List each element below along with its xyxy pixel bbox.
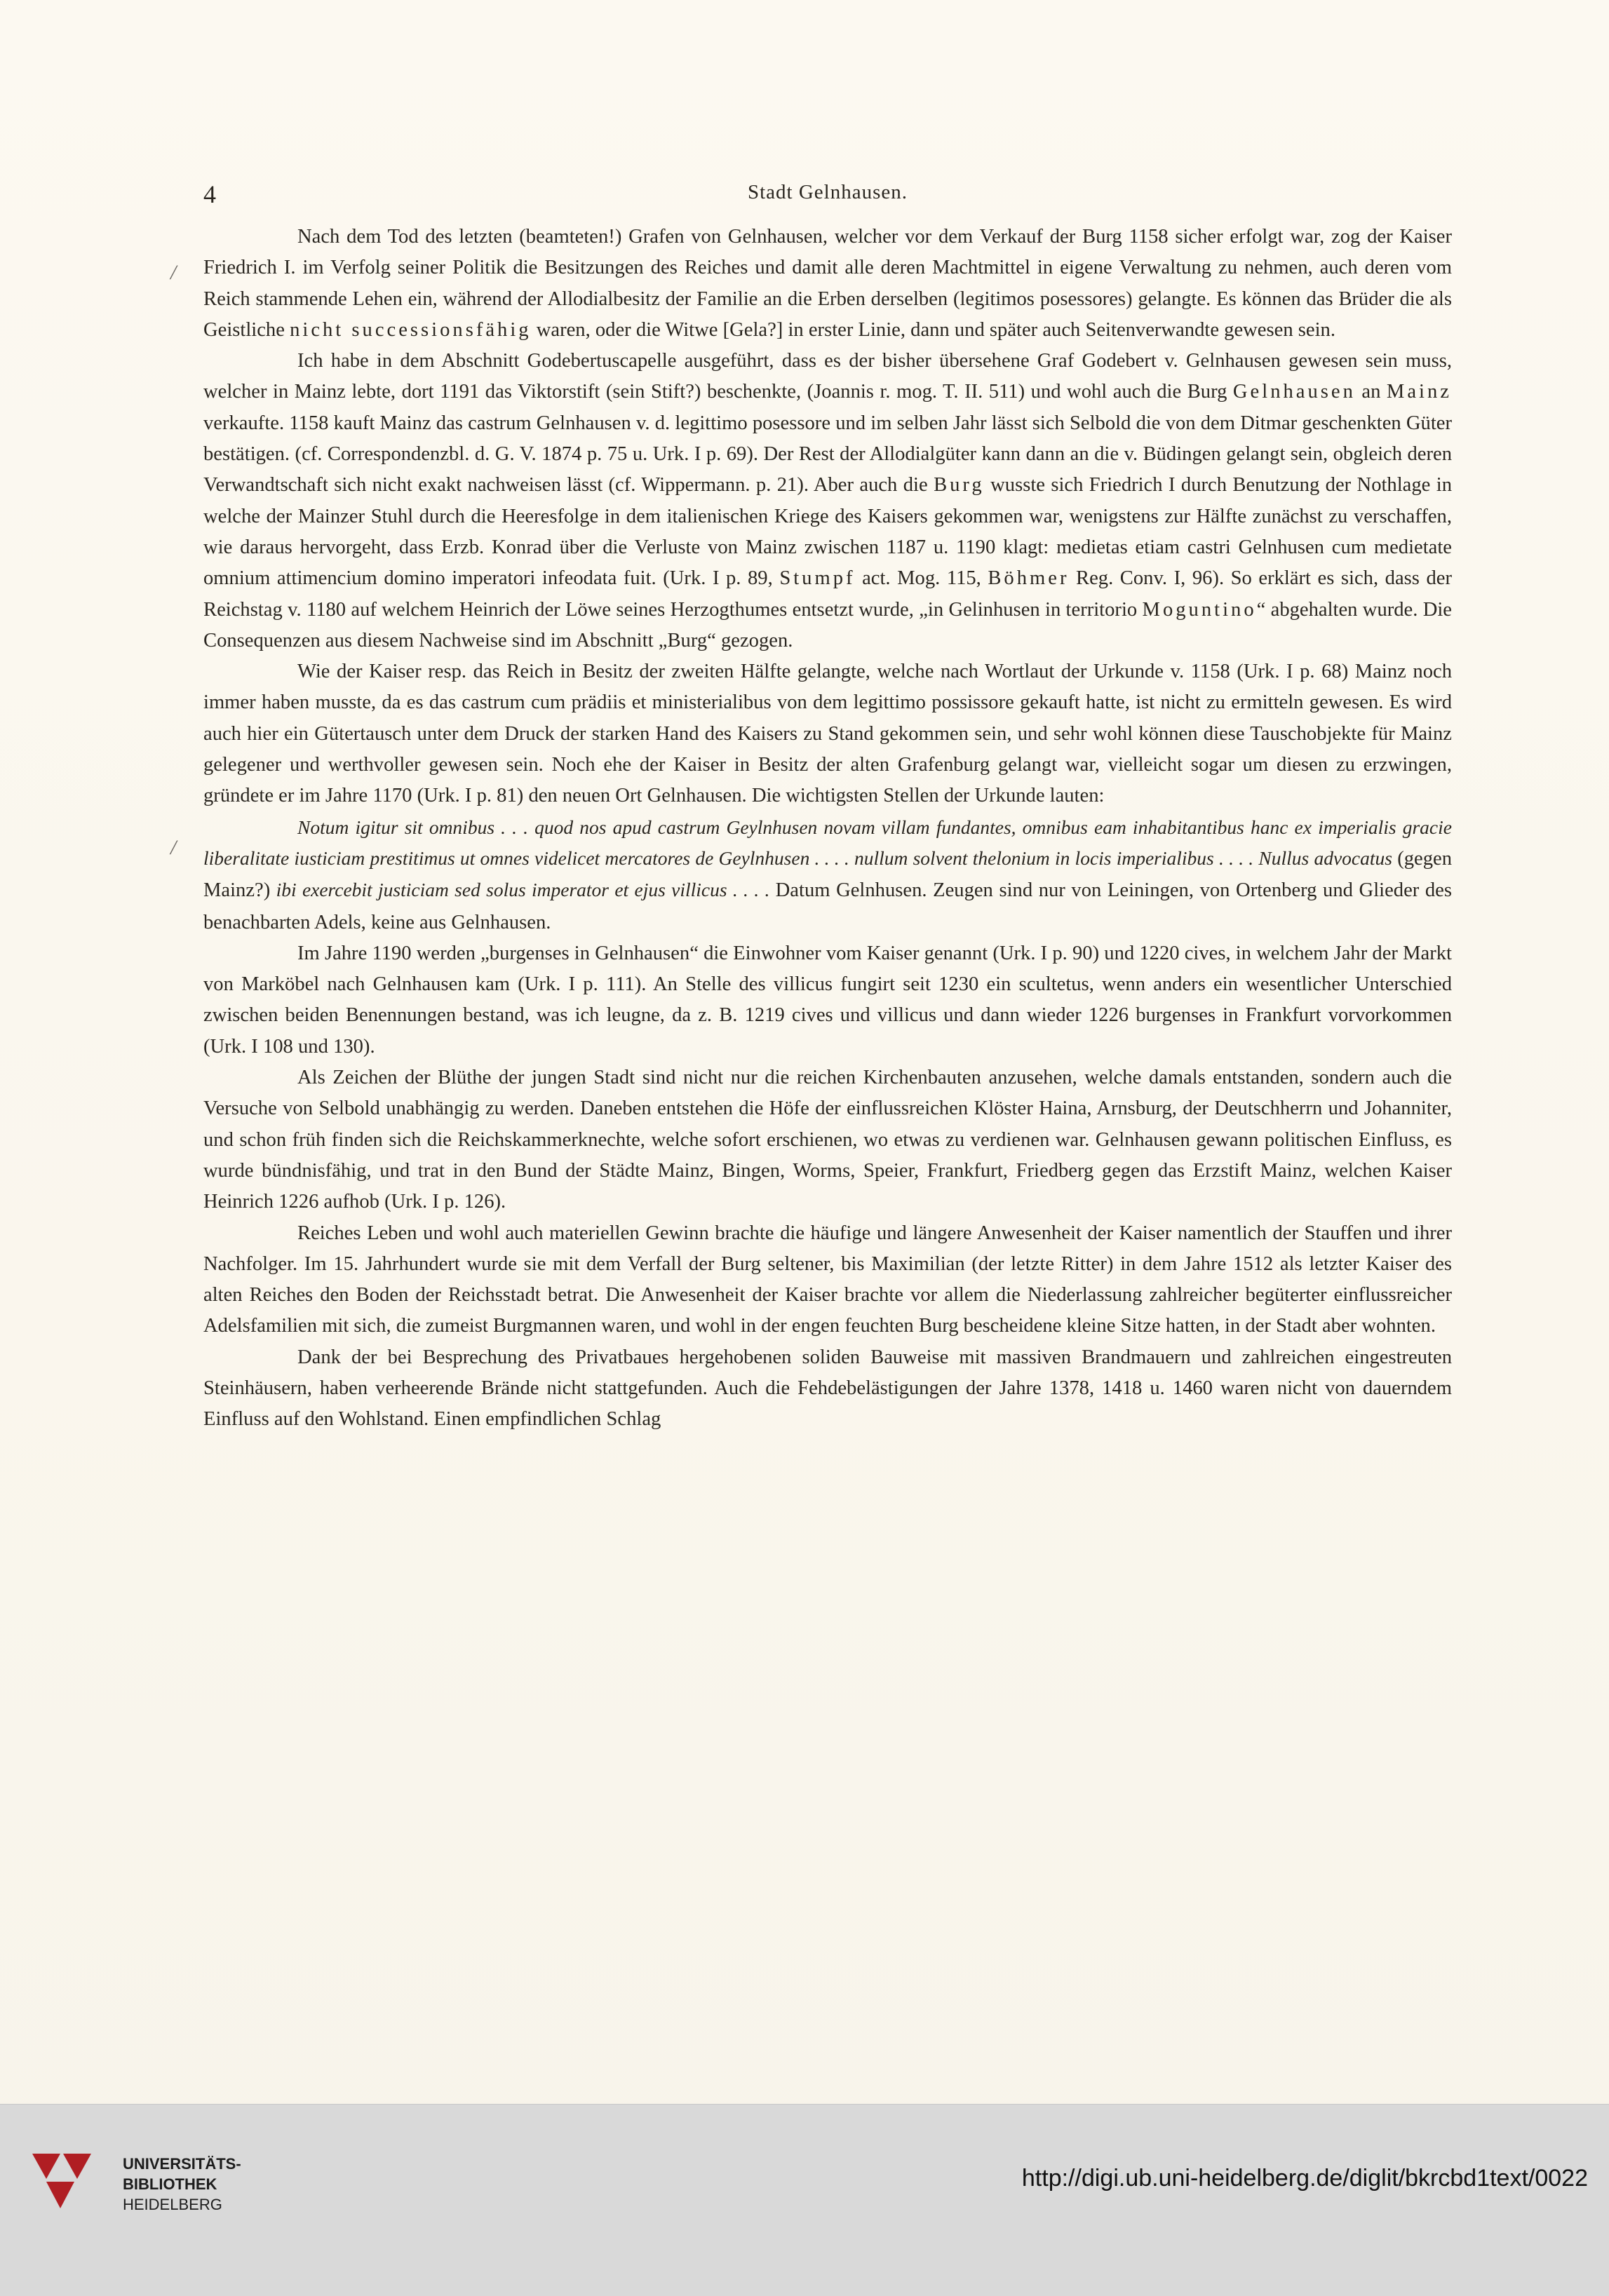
page-number: 4 xyxy=(203,180,216,208)
university-logo-icon xyxy=(27,2151,94,2211)
spaced-text: Mainz xyxy=(1386,381,1452,403)
paragraph-3: Wie der Kaiser resp. das Reich in Besitz der zweiten Hälfte gelangte, welche nach Wortlaut der Urkunde v. 1158 (Urk. I p. 68) Mainz noch immer haben musste, da es das castrum cum prädiis et ministerialibus von dem legittimo possissore gekauft hatte, ist nicht zu ermitteln gewesen. Es wird auch hier ein Gütertausch unter dem Druck der starken Hand des Kaisers zu Stand gekommen sein, und sehr wohl können diese Tauschobjekte für Mainz gelegener und werthvoller gewesen sein. Noch ehe der Kaiser in Besitz der alten Grafenburg gelangt war, vielleicht sogar um diesen zu erzwingen, gründete er im Jahre 1170 (Urk. I p. 81) den neuen Ort Gelnhausen. Die wichtigsten Stellen der Urkunde lauten: xyxy=(203,661,1452,807)
paragraph-5: Im Jahre 1190 werden „burgenses in Gelnhausen“ die Einwohner vom Kaiser genannt (Urk. I p. 90) und 1220 cives, in welchem Jahr der Markt von Marköbel nach Gelnhausen kam (Urk. I p. 111). An Stelle des villicus fungirt seit 1230 ein scultetus, wenn anders ein wesentlicher Unterschied zwischen beiden Benennungen bestand, was ich leugne, da z. B. 1219 cives und villicus und dann wieder 1226 burgenses in Frankfurt vorvorkommen (Urk. I 108 und 130). xyxy=(203,942,1452,1058)
spaced-text: Moguntino xyxy=(1142,598,1257,621)
paragraph-7: Reiches Leben und wohl auch materiellen Gewinn brachte die häufige und längere Anwesenheit der Kaiser namentlich der Stauffen und ihrer Nachfolger. Im 15. Jahrhundert wurde sie mit dem Verfall der Burg seltener, bis Maximilian (der letzte Ritter) in dem Jahre 1512 als letzter Kaiser des alten Reiches den Boden der Reichsstadt betrat. Die Anwesenheit der Kaiser brachte vor allem die Niederlassung zahlreicher begüterter einflussreicher Adelsfamilien mit sich, die zumeist Burgmannen waren, und wohl in der engen feuchten Burg bescheidene kleine Sitze hatten, in der Stadt aber wohnten. xyxy=(203,1222,1452,1337)
library-line-3: HEIDELBERG xyxy=(123,2196,222,2213)
library-line-1: UNIVERSITÄTS- xyxy=(123,2155,241,2173)
library-line-2: BIBLIOTHEK xyxy=(123,2175,217,2193)
spaced-text: Stumpf xyxy=(779,567,856,590)
footer-bar xyxy=(0,2104,1609,2296)
margin-mark-2: / xyxy=(170,836,177,859)
margin-mark-1: / xyxy=(170,261,177,284)
spaced-text: nicht successionsfähig xyxy=(290,318,532,341)
running-title: Stadt Gelnhausen. xyxy=(747,181,908,203)
library-name xyxy=(123,2154,241,2215)
paragraph-quote: Notum igitur sit omnibus . . . quod nos apud castrum Geylnhusen novam villam fundantes, omnibus eam inhabitantibus hanc ex imperialis gracie liberalitate iusticiam prestitimus ut omnes videlicet mercatores de Geylnhusen . . . . nullum solvent thelonium in locis imperialibus . . . . Nullus advocatus (gegen Mainz?) ibi exercebit justiciam sed solus imperator et ejus villicus . . . . Datum Gelnhusen. Zeugen sind nur von Leiningen, von Ortenberg und Glieder des benachbarten Adels, keine aus Gelnhausen. xyxy=(203,816,1452,933)
spaced-text: Burg xyxy=(934,474,985,497)
spaced-text: Böhmer xyxy=(988,567,1070,590)
page-header xyxy=(203,180,1452,215)
paragraph-1: Nach dem Tod des letzten (beamteten!) Grafen von Gelnhausen, welcher vor dem Verkauf der Burg 1158 sicher erfolgt war, zog der Kaiser Friedrich I. im Verfolg seiner Politik die Besitzungen des Reiches und damit alle deren Machtmittel in eigene Verwaltung zu nehmen, auch deren vom Reich stammende Lehen ein, während der Allodialbesitz der Familie an die Erben derselben (legitimos posessores) gelangte. Es können das Brüder die als Geistliche nicht successionsfähig waren, oder die Witwe [Gela?] in erster Linie, dann und später auch Seitenverwandte gewesen sein. xyxy=(203,226,1452,341)
paragraph-6: Als Zeichen der Blüthe der jungen Stadt sind nicht nur die reichen Kirchenbauten anzusehen, welche damals entstanden, sondern auch die Versuche von Selbold unabhängig zu werden. Daneben entstehen die Höfe der einflussreichen Klöster Haina, Arnsburg, der Deutschherrn und Johanniter, und schon früh finden sich die Reichskammerknechte, welche sofort erschienen, wo etwas zu verdienen war. Gelnhausen gewann politischen Einfluss, es wurde bündnisfähig, und trat in den Bund der Städte Mainz, Bingen, Worms, Speier, Frankfurt, Friedberg gegen das Erzstift Mainz, welchen Kaiser Heinrich 1226 aufhob (Urk. I p. 126). xyxy=(203,1067,1452,1213)
body-text xyxy=(203,222,1452,1436)
paragraph-2: Ich habe in dem Abschnitt Godebertuscapelle ausgeführt, dass es der bisher übersehene Graf Godebert v. Gelnhausen gewesen sein muss, welcher in Mainz lebte, dort 1191 das Viktorstift (sein Stift?) beschenkte, (Joannis r. mog. T. II. 511) und wohl auch die Burg Gelnhausen an Mainz verkaufte. 1158 kauft Mainz das castrum Gelnhausen v. d. legittimo posessore und im selben Jahr lässt sich Selbold die von dem Ditmar geschenkten Güter bestätigen. (cf. Correspondenzbl. d. G. V. 1874 p. 75 u. Urk. I p. 69). Der Rest der Allodialgüter kann dann an die v. Büdingen gelangt sein, obgleich deren Verwandtschaft sich nicht exakt nachweisen lässt (cf. Wippermann. p. 21). Aber auch die Burg wusste sich Friedrich I durch Benutzung der Nothlage in welche der Mainzer Stuhl durch die Heeresfolge in dem italienischen Kriege des Kaisers gekommen war, wenigstens zur Hälfte zunächst zu verschaffen, wie daraus hervorgeht, dass Erzb. Konrad über die Verluste von Mainz zwischen 1187 u. 1190 klagt: medietas etiam castri Gelnhusen cum medietate omnium attimencium domino imperatori infeodata fuit. (Urk. I p. 89, Stumpf act. Mog. 115, Böhmer Reg. Conv. I, 96). So erklärt es sich, dass der Reichstag v. 1180 auf welchem Heinrich der Löwe seines Herzogthumes entsetzt wurde, „in Gelinhusen in territorio Moguntino“ abgehalten wurde. Die Consequenzen aus diesem Nachweise sind im Abschnitt „Burg“ gezogen. xyxy=(203,350,1452,651)
spaced-text: Gelnhausen xyxy=(1232,381,1356,403)
paragraph-8: Dank der bei Besprechung des Privatbaues hergehobenen soliden Bauweise mit massiven Brandmauern und zahlreichen eingestreuten Steinhäusern, haben verheerende Brände nicht stattgefunden. Auch die Fehdebelästigungen der Jahre 1378, 1418 u. 1460 waren nicht von dauerndem Einfluss auf den Wohlstand. Einen empfindlichen Schlag xyxy=(203,1346,1452,1431)
source-url[interactable]: http://digi.ub.uni-heidelberg.de/diglit/bkrcbd1text/0022 xyxy=(1021,2165,1588,2192)
